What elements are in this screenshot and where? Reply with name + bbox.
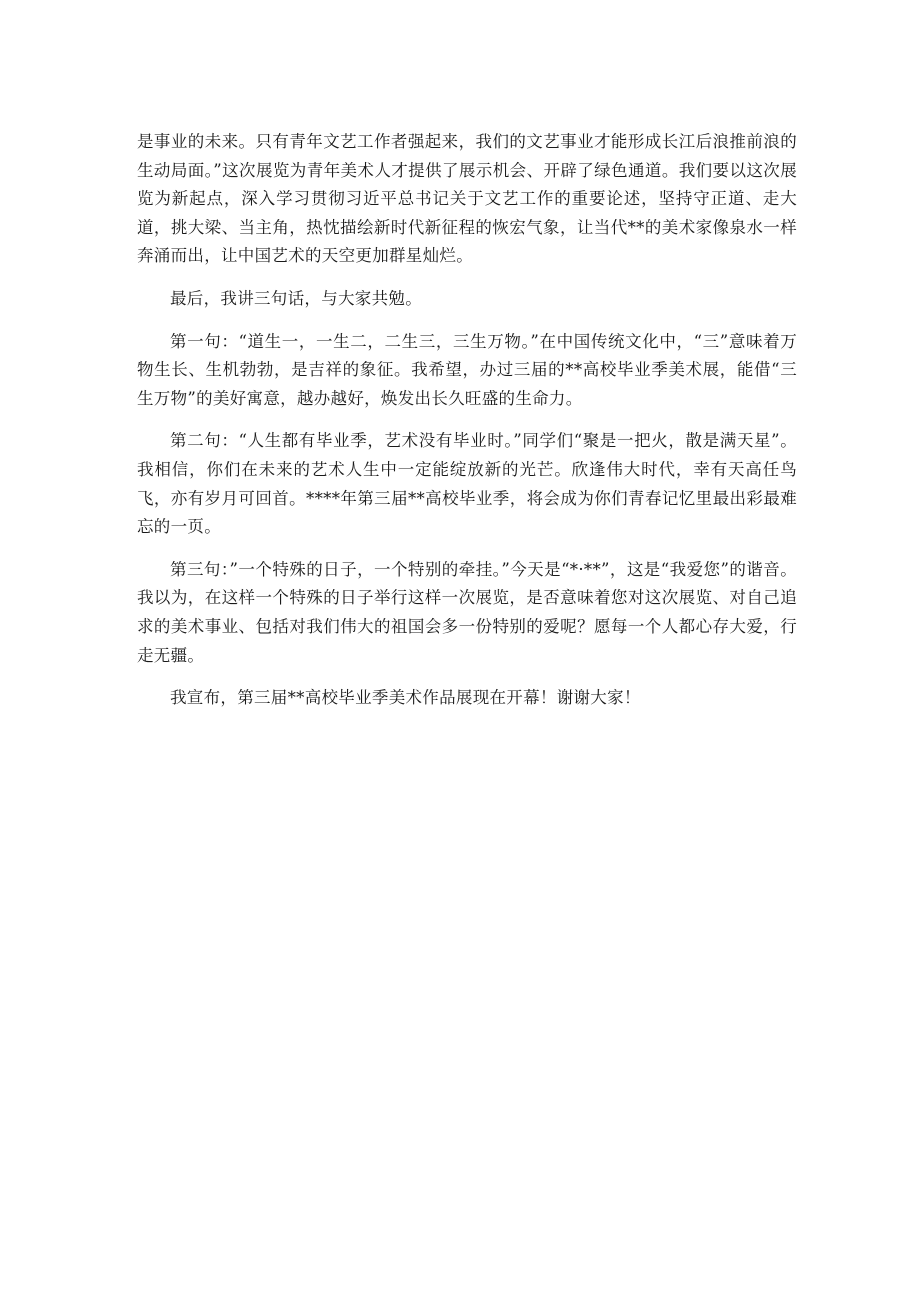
paragraph-3: 第一句：“道生一，一生二，二生三，三生万物。”在中国传统文化中，“三”意味着万物生长、生机勃勃，是吉祥的象征。我希望，办过三届的**高校毕业季美术展，能借“三生万物”的美好寓意，越办越好，焕发出长久旺盛的生命力。: [137, 331, 797, 408]
paragraph-5: 第三句：”一个特殊的日子，一个特别的牵挂。”今天是“*·**”，这是“我爱您”的谐音。我以为，在这样一个特殊的日子举行这样一次展览，是否意味着您对这次展览、对自己追求的美术事业、包括对我们伟大的祖国会多一份特别的爱呢？愿每一个人都心存大爱，行走无疆。: [137, 559, 797, 665]
document-body: [137, 128, 797, 727]
paragraph-6: 我宣布，第三届**高校毕业季美术作品展现在开幕！谢谢大家！: [170, 688, 641, 708]
paragraph-1: 是事业的未来。只有青年文艺工作者强起来，我们的文艺事业才能形成长江后浪推前浪的生动局面。”这次展览为青年美术人才提供了展示机会、开辟了绿色通道。我们要以这次展览为新起点，深入学习贯彻习近平总书记关于文艺工作的重要论述，坚持守正道、走大道，挑大梁、当主角，热忱描绘新时代新征程的恢宏气象，让当代**的美术家像泉水一样奔涌而出，让中国艺术的天空更加群星灿烂。: [137, 132, 797, 266]
paragraph-2: 最后，我讲三句话，与大家共勉。: [170, 288, 422, 308]
paragraph-4: 第二句：“人生都有毕业季，艺术没有毕业时。”同学们“聚是一把火，散是满天星”。我相信，你们在未来的艺术人生中一定能绽放新的光芒。欣逢伟大时代，幸有天高任鸟飞，亦有岁月可回首。****年第三届**高校毕业季，将会成为你们青春记忆里最出彩最难忘的一页。: [137, 431, 797, 537]
